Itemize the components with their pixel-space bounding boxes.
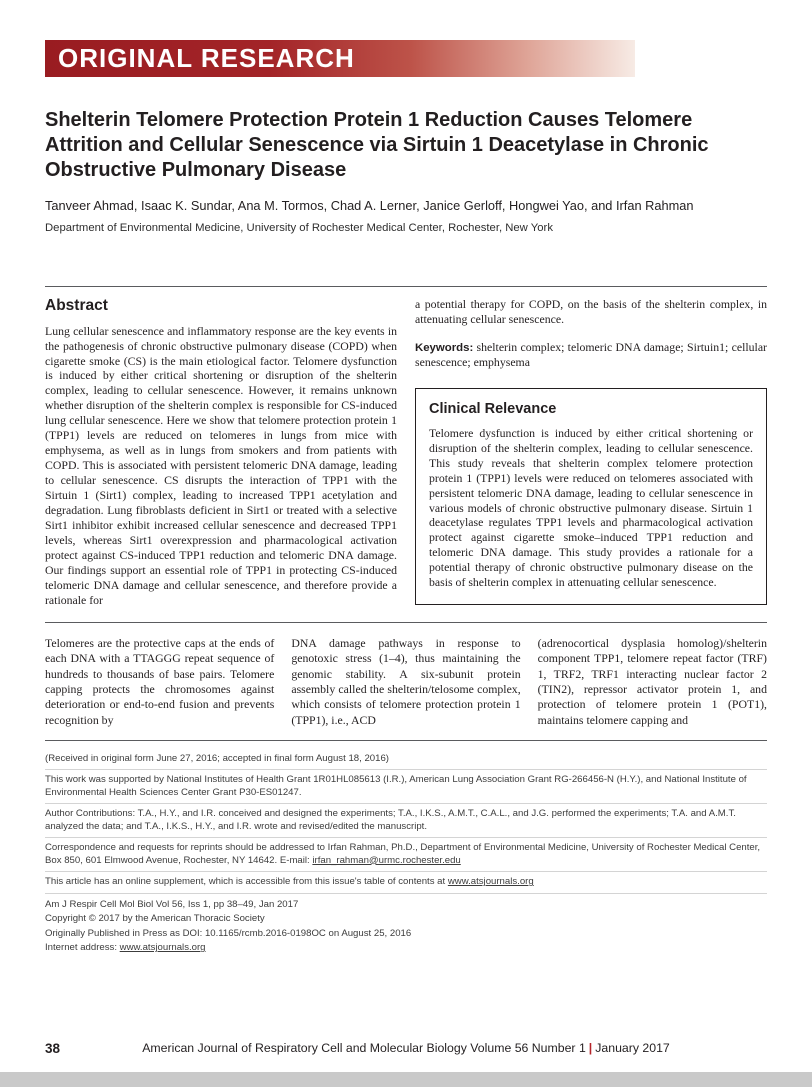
internet-address-label: Internet address: <box>45 942 120 954</box>
journal-footer-divider: | <box>588 1041 593 1055</box>
footnote-received: (Received in original form June 27, 2016; accepted in final form August 18, 2016) <box>45 752 389 764</box>
intro-column-3: (adrenocortical dysplasia homolog)/shelterin component TPP1, telomere repeat factor (TRF) 1, TRF2, TRF1 interacting nuclear factor 2 (TIN2), repressor activator protein 1, and protection of telomere protein 1 (POT1), maintains telomere capping and <box>537 635 767 727</box>
keywords-line <box>415 340 767 371</box>
correspondence-email-link[interactable]: irfan_rahman@urmc.rochester.edu <box>312 854 461 866</box>
keywords-text: shelterin complex; telomeric DNA damage; Sirtuin1; cellular senescence; emphysema <box>415 339 767 370</box>
supplement-text: This article has an online supplement, which is accessible from this issue's table of contents at <box>45 876 448 888</box>
footnote-online-supplement <box>45 871 767 892</box>
footnote-correspondence <box>45 837 767 871</box>
doi-line: Originally Published in Press as DOI: 10.1165/rcmb.2016-0198OC on August 25, 2016 <box>45 927 412 939</box>
intro-column-1: Telomeres are the protective caps at the ends of each DNA with a TTAGGG repeat sequence of hundreds to thousands of base pairs. Telomere capping protects the chromosomes against deterioration or end-to-end fusion and prevents recognition by <box>45 635 275 727</box>
abstract-section <box>45 297 767 608</box>
footnote-funding: This work was supported by National Institutes of Health Grant 1R01HL085613 (I.R.), American Lung Association Grant RG-266456-N (H.Y.), and National Institute of Environmental Health Sciences Center Grant P30-ES01247. <box>45 769 767 803</box>
abstract-continuation: a potential therapy for COPD, on the basis of the shelterin complex, in attenuating cellular senescence. <box>415 296 767 326</box>
clinical-relevance-box <box>415 388 767 606</box>
copyright-line: Copyright © 2017 by the American Thoracic Society <box>45 913 265 925</box>
supplement-link[interactable]: www.atsjournals.org <box>447 876 534 888</box>
page-edge-shadow <box>0 1072 812 1087</box>
clinical-relevance-text: Telomere dysfunction is induced by either critical shortening or disruption of the shelterin complex, leading to cellular senescence. This study reveals that shelterin complex telomere protection protein 1 (TPP1) levels were reduced on telomeres associated with persistent telomeric DNA damage, leading to cellular senescence in various models of chronic obstructive pulmonary disease. Sirtuin 1 deacetylase regulates TPP1 levels and pharmacological activation protect against cigarette smoke–induced TPP1 reduction and telomeric DNA damage. This study provides a rationale for a potential therapy of chronic obstructive pulmonary disease on the basis of shelterin complex in attenuating cellular senescence. <box>429 425 753 590</box>
page-footer <box>45 1041 767 1059</box>
divider-rule-footnotes <box>45 740 767 741</box>
article-title: Shelterin Telomere Protection Protein 1 Reduction Causes Telomere Attrition and Cellular Senescence via Sirtuin 1 Deacetylase in Chronic Obstructive Pulmonary Disease <box>45 109 709 182</box>
citation-block <box>45 893 767 960</box>
journal-footer-date: January 2017 <box>595 1041 670 1055</box>
abstract-heading: Abstract <box>45 296 108 314</box>
affiliation-line: Department of Environmental Medicine, University of Rochester Medical Center, Rochester, New York <box>45 221 553 234</box>
internet-address-link[interactable]: www.atsjournals.org <box>119 942 206 954</box>
abstract-column-right <box>415 297 767 608</box>
authors-line: Tanveer Ahmad, Isaac K. Sundar, Ana M. Tormos, Chad A. Lerner, Janice Gerloff, Hongwei Yao, and Irfan Rahman <box>45 197 694 213</box>
journal-footer-line <box>45 1041 767 1055</box>
article-type-banner <box>45 40 635 77</box>
footnotes-section <box>45 749 767 960</box>
divider-rule-middle <box>45 622 767 623</box>
page-number: 38 <box>45 1041 61 1056</box>
correspondence-text: Correspondence and requests for reprints should be addressed to Irfan Rahman, Ph.D., Department of Environmental Medicine, University of Rochester Medical Center, Box 850, 601 Elmwood Avenue, Rochester, NY 14642. E-mail: <box>45 842 761 866</box>
journal-footer-text: American Journal of Respiratory Cell and Molecular Biology Volume 56 Number 1 <box>142 1041 586 1055</box>
intro-column-2: DNA damage pathways in response to genotoxic stress (1–4), thus maintaining the genomic stability. A six-subunit protein assembly called the shelterin/telosome complex, which consists of telomere protection protein 1 (TPP1), i.e., ACD <box>291 635 521 727</box>
clinical-relevance-heading: Clinical Relevance <box>429 400 557 417</box>
abstract-text: Lung cellular senescence and inflammatory response are the key events in the pathogenesis of chronic obstructive pulmonary disease (COPD) when cigarette smoke (CS) is the main etiological factor. Telomere dysfunction is induced by either critical shortening or disruption of the shelterin complex, leading to cellular senescence. However, it remains unknown whether disruption of the shelterin complex is responsible for CS-induced lung cellular senescence. Here we show that telomere protection protein 1 (TPP1) levels are reduced on telomeres in lungs from mice with emphysema, as well as in lungs from smokers and from patients with COPD. This is associated with persistent telomeric DNA damage, leading to cellular senescence. CS disrupts the interaction of TPP1 with the Sirtuin 1 (Sirt1) complex, leading to increased TPP1 acetylation and degradation. Lung fibroblasts deficient in Sirt1 or treated with a selective Sirt1 inhibitor exhibit increased cellular senescence and decreased TPP1 levels, whereas Sirt1 overexpression and pharmacological activation protect against CS-induced TPP1 reduction and telomeric DNA damage. Our findings support an essential role of TPP1 in protecting CS-induced telomeric DNA damage and cellular senescence, and therefore provide a rationale for <box>45 323 397 607</box>
divider-rule-top <box>45 286 767 287</box>
citation-line: Am J Respir Cell Mol Biol Vol 56, Iss 1, pp 38–49, Jan 2017 <box>45 898 299 910</box>
abstract-column-left <box>45 297 397 608</box>
footnote-author-contributions: Author Contributions: T.A., H.Y., and I.R. conceived and designed the experiments; T.A., I.K.S., A.M.T., C.A.L., and J.G. performed the experiments; T.A. and A.M.T. analyzed the data; and T.A., I.K.S., H.Y., and I.R. wrote and revised/edited the manuscript. <box>45 803 767 837</box>
introduction-columns <box>45 636 767 728</box>
keywords-label: Keywords: <box>415 341 474 354</box>
internet-address-line <box>45 941 767 955</box>
article-type-label: ORIGINAL RESEARCH <box>58 43 355 73</box>
